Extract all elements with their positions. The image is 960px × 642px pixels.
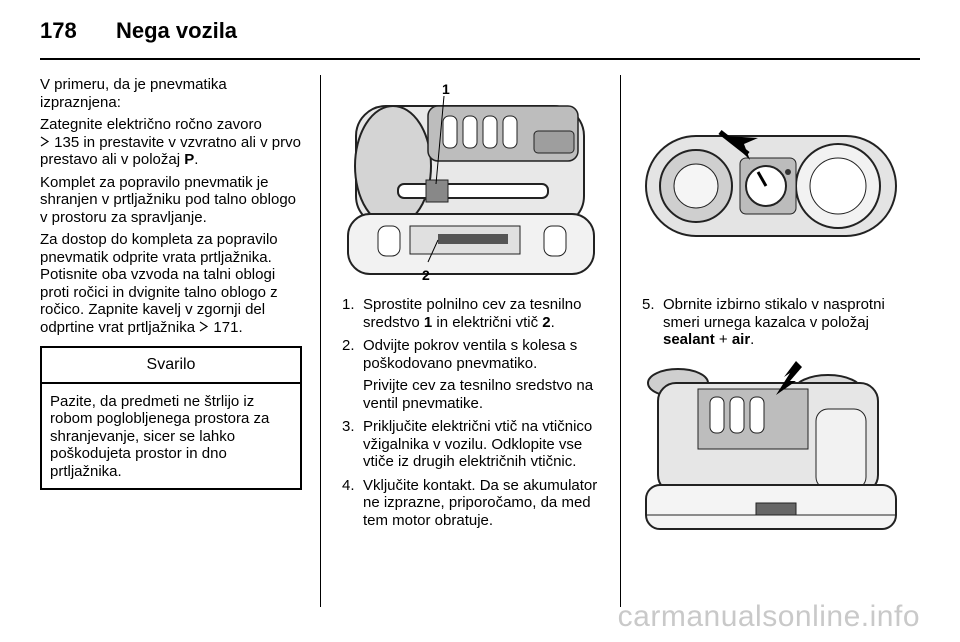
- list-item: 5. Obrnite izbirno stikalo v nasprotni smeri urnega kazalca v položaj sealant + air.: [642, 296, 885, 348]
- watermark: carmanualsonline.info: [617, 600, 920, 633]
- see-page-arrow-icon: [40, 134, 50, 152]
- page-reference-link[interactable]: 171.: [213, 318, 243, 336]
- figure-label-2: 2: [422, 267, 430, 283]
- left-column: [40, 76, 302, 490]
- selector-dial-illustration: [638, 76, 904, 288]
- warning-body: Pazite, da predmeti ne štrlijo iz robom poglobljenega prostora za shranjevanje, sicer se lahko poškodujeta prostor in dno prtljažnika.: [50, 392, 270, 480]
- list-item: 4. Vključite kontakt. Da se akumulator ne izprazne, priporočamo, da med tem motor obratuje.: [342, 476, 598, 529]
- right-column: [638, 76, 904, 555]
- steps-list-continued: [638, 296, 904, 349]
- compressor-top-illustration: [338, 76, 604, 288]
- page-reference-link[interactable]: 135 in prestavite v vzvratno ali v prvo prestavo ali v položaj: [40, 133, 301, 168]
- page-number: 178: [40, 18, 77, 43]
- storage-paragraph: Komplet za popravilo pnevmatik je shranjen v prtljažniku pod talno oblogo v prostoru za spravljanje.: [40, 173, 297, 226]
- parking-paragraph: Zategnite električno ročno zavoro 135 in prestavite v vzvratno ali v prvo prestavo ali v položaj P.: [40, 116, 301, 168]
- compressor-side-illustration: [638, 355, 904, 555]
- see-page-arrow-icon: [199, 319, 209, 337]
- steps-list: [338, 296, 604, 529]
- middle-column: [338, 76, 604, 535]
- warning-box: [40, 346, 302, 490]
- intro-paragraph: V primeru, da je pnevmatika izpraznjena:: [40, 76, 227, 111]
- list-item: 3. Priključite električni vtič na vtičnico vžigalnika v vozilu. Odklopite vse vtiče iz drugih električnih vtičnic.: [342, 418, 593, 470]
- list-item: 2. Odvijte pokrov ventila s kolesa s poškodovano pnevmatiko. Privijte cev za tesnilno sredstvo na ventil pnevmatike.: [342, 337, 594, 412]
- page-title: Nega vozila: [116, 18, 238, 43]
- column-divider-1: [320, 75, 321, 607]
- access-paragraph: Za dostop do kompleta za popravilo pnevmatik odprite vrata prtljažnika. Potisnite oba vzvoda na talni oblogi proti ročici in dvignite talno oblogo z ročico. Zapnite kavelj v zgornji del odprtine vrat prtljažnika 171.: [40, 231, 278, 336]
- figure-label-1: 1: [442, 81, 450, 97]
- list-item: 1. Sprostite polnilno cev za tesnilno sredstvo 1 in električni vtič 2.: [342, 296, 582, 331]
- header-rule: [40, 58, 920, 60]
- column-divider-2: [620, 75, 621, 607]
- warning-title: Svarilo: [42, 348, 300, 384]
